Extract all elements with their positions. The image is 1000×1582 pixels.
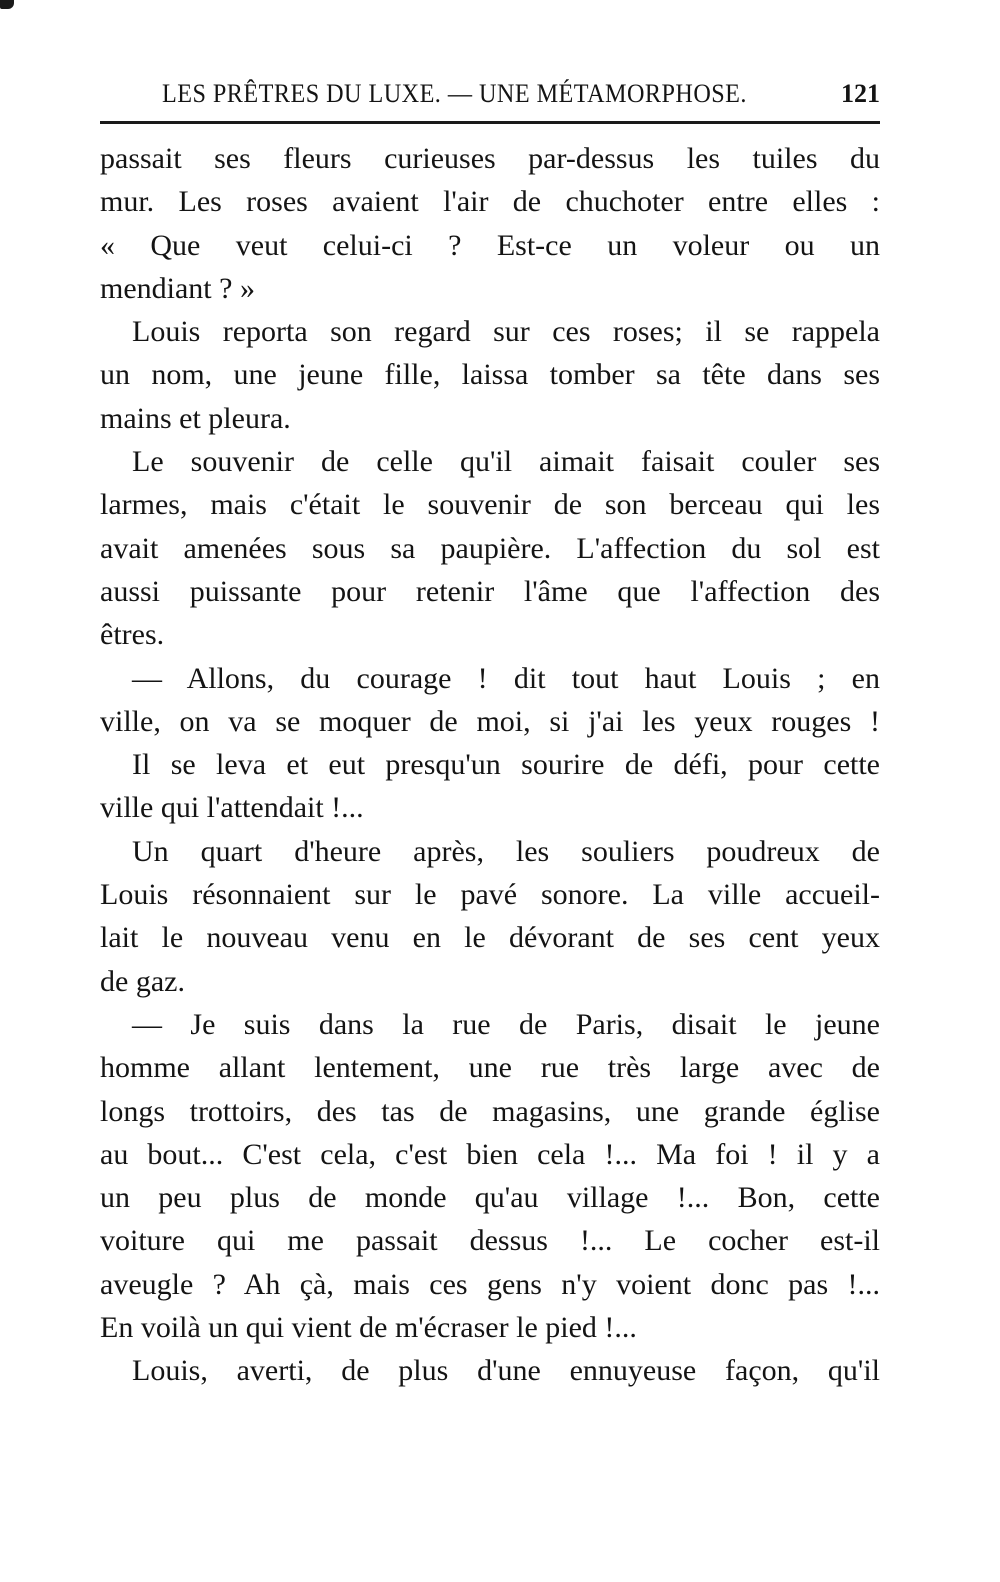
text-line: — Allons, du courage ! dit tout haut Louis ; en [132,661,880,695]
text-line: un peu plus de monde qu'au village !... Bon, cette [100,1181,880,1215]
text-line: — Je suis dans la rue de Paris, disait le jeune [132,1007,880,1041]
text-line: un nom, une jeune fille, laissa tomber sa tête dans ses [100,358,880,392]
text-line: mur. Les roses avaient l'air de chuchoter entre elles : [100,185,880,219]
text-line: ville, on va se moquer de moi, si j'ai les yeux rouges ! [100,704,880,738]
text-line: En voilà un qui vient de m'écraser le pied !... [100,1311,637,1345]
text-line: Le souvenir de celle qu'il aimait faisait couler ses [132,445,880,479]
text-line: homme allant lentement, une rue très large avec de [100,1051,880,1085]
text-line: lait le nouveau venu en le dévorant de ses cent yeux [100,921,880,955]
text-line: avait amenées sous sa paupière. L'affection du sol est [100,531,880,565]
page-number: 121 [841,79,880,108]
header-rule [100,121,880,124]
text-line: longs trottoirs, des tas de magasins, une grande église [100,1094,880,1128]
text-line: Louis résonnaient sur le pavé sonore. La ville accueil- [100,878,880,912]
text-line: au bout... C'est cela, c'est bien cela !... Ma foi ! il y a [100,1137,880,1171]
body-text [100,137,880,1393]
running-title: LES PRÊTRES DU LUXE. — UNE MÉTAMORPHOSE. [162,79,747,108]
text-line: Il se leva et eut presqu'un sourire de défi, pour cette [132,748,880,782]
text-line: ville qui l'attendait !... [100,791,364,825]
text-line: aussi puissante pour retenir l'âme que l'affection des [100,574,880,608]
text-line: Louis, averti, de plus d'une ennuyeuse façon, qu'il [132,1354,880,1388]
text-line: voiture qui me passait dessus !... Le cocher est-il [100,1224,880,1258]
text-line: « Que veut celui-ci ? Est-ce un voleur ou un [100,228,880,262]
text-line: passait ses fleurs curieuses par-dessus les tuiles du [100,142,880,175]
corner-ink-mark [0,0,14,9]
text-line: Louis reporta son regard sur ces roses; il se rappela [132,315,880,349]
text-line: Un quart d'heure après, les souliers poudreux de [132,834,880,868]
text-line: mains et pleura. [100,401,291,435]
text-line: êtres. [100,618,165,652]
text-line: aveugle ? Ah çà, mais ces gens n'y voient donc pas !... [100,1267,880,1301]
running-header [100,76,880,112]
text-line: mendiant ? » [100,271,255,305]
text-line: larmes, mais c'était le souvenir de son berceau qui les [100,488,880,522]
text-line: de gaz. [100,964,185,998]
